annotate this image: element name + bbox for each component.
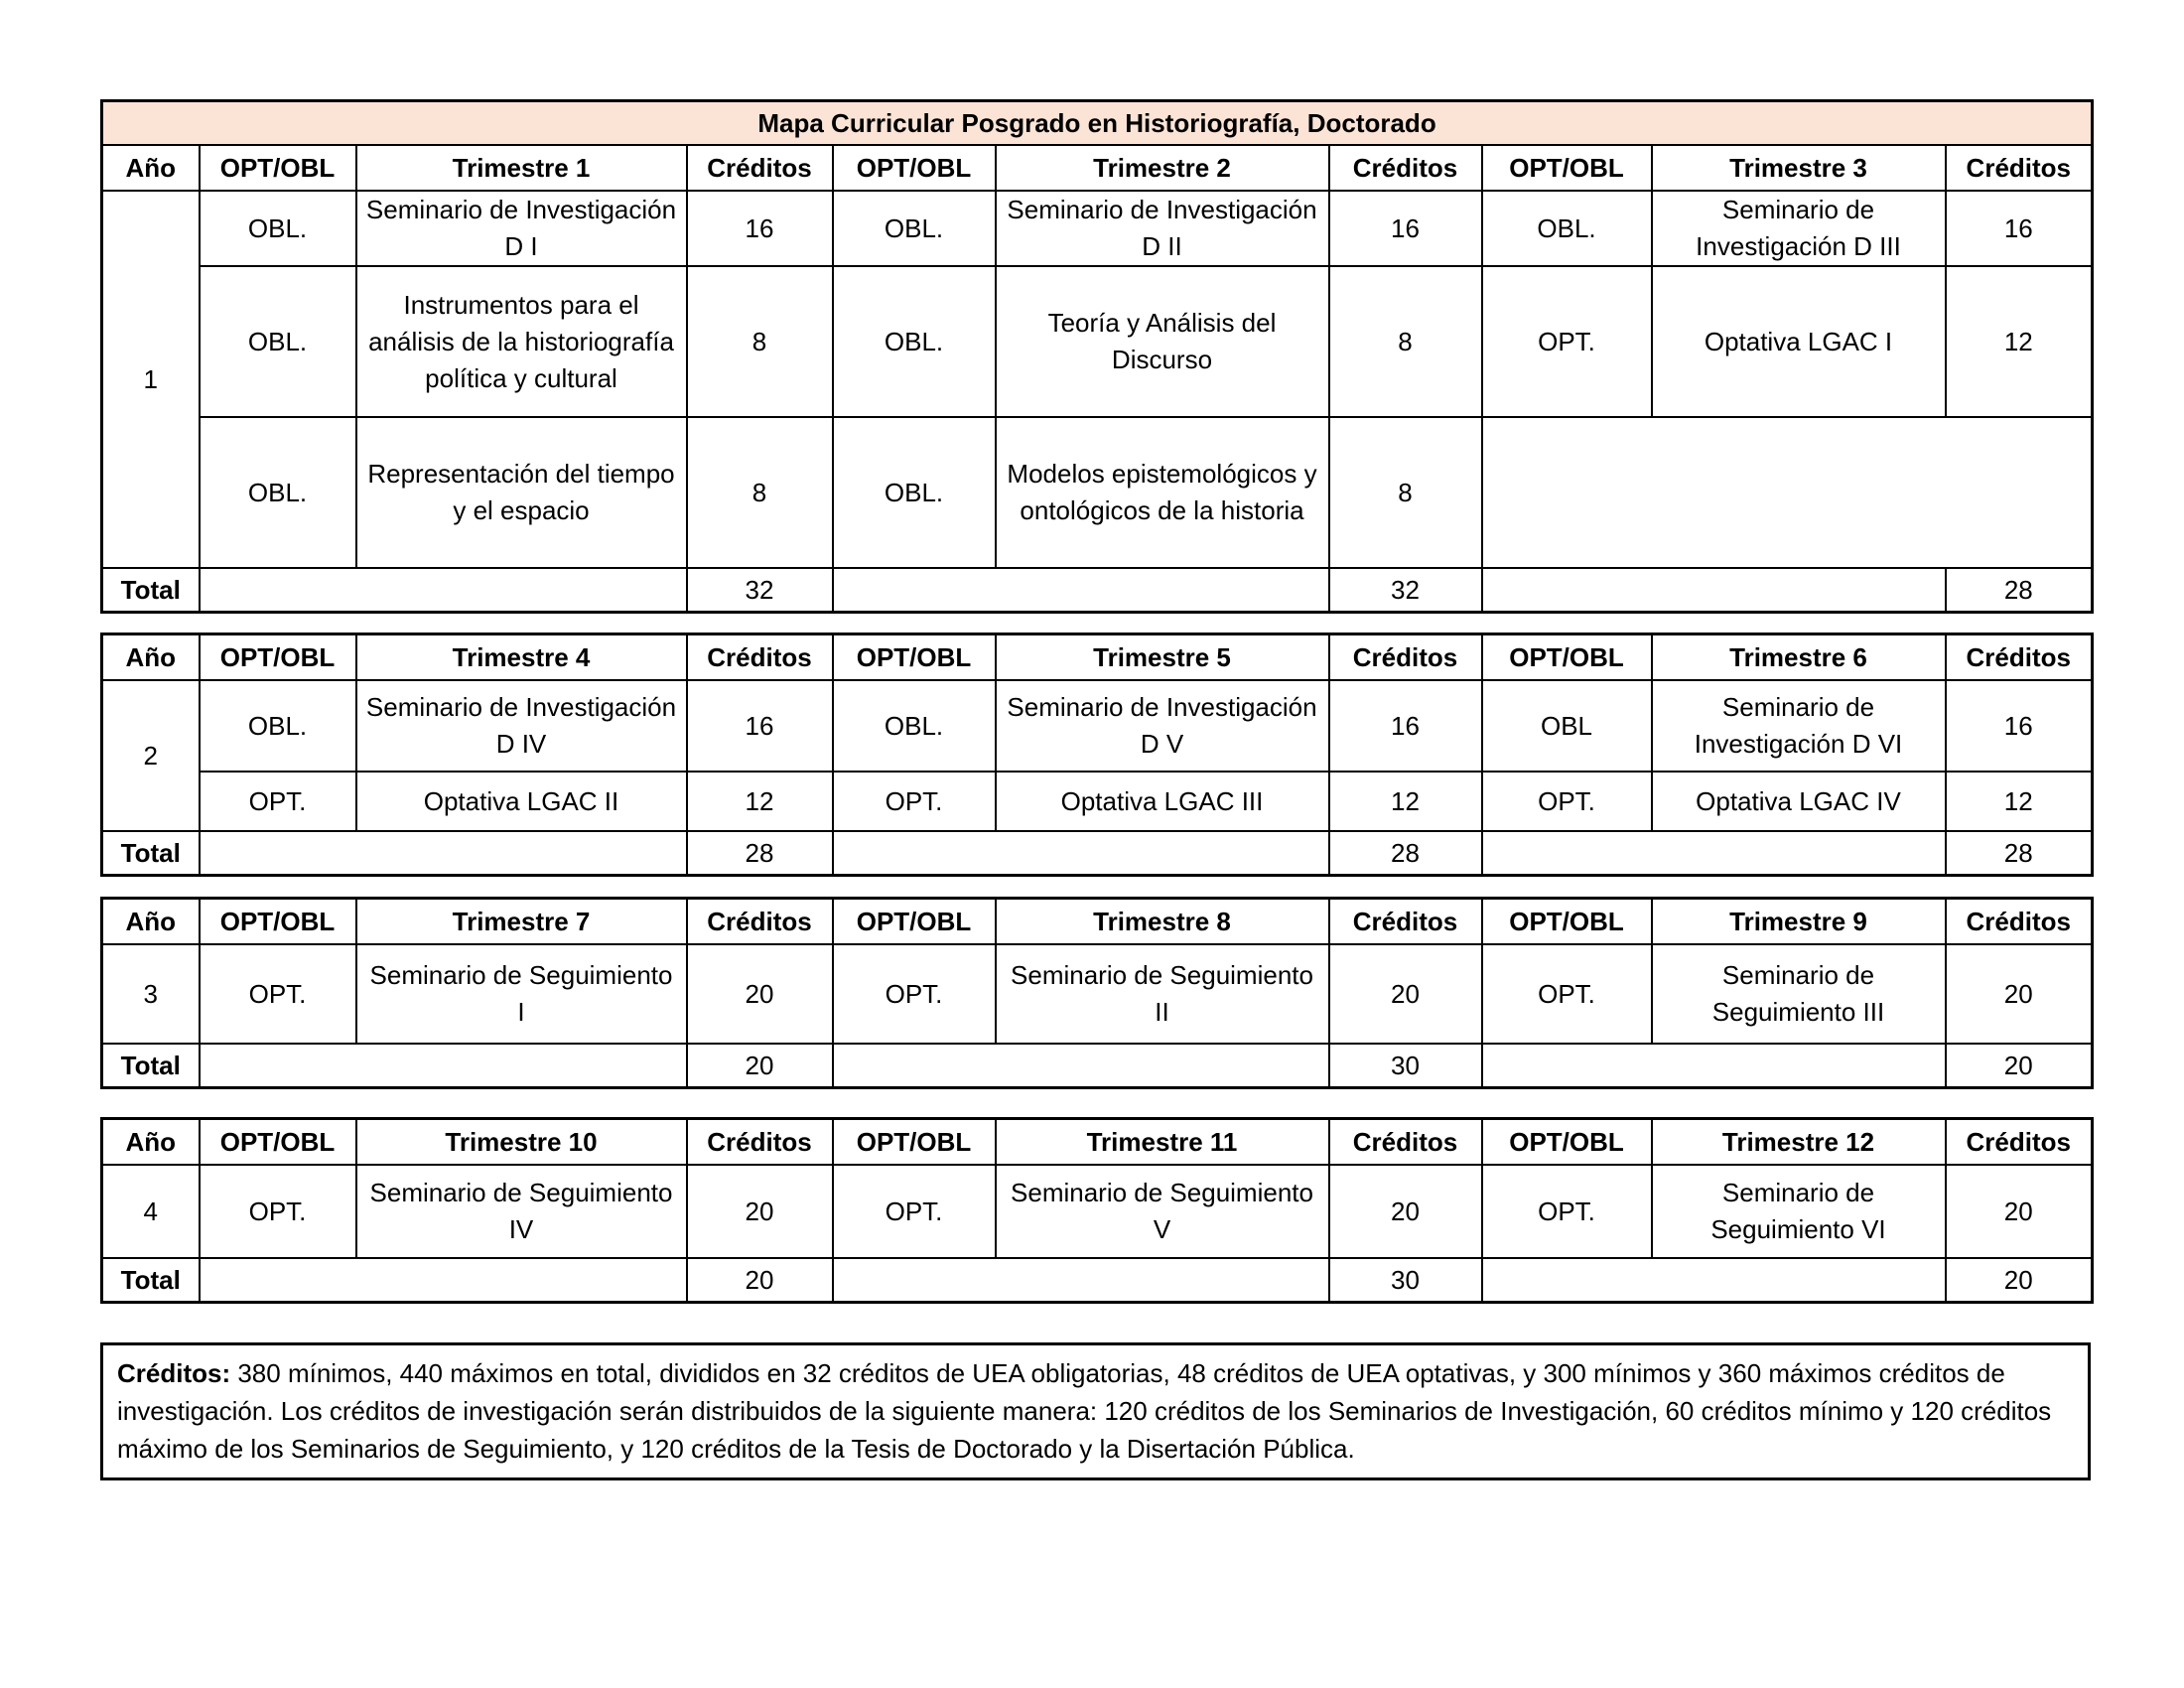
- header-term: Trimestre 6: [1652, 634, 1946, 681]
- course-type: OPT.: [200, 944, 356, 1044]
- year-cell: 1: [102, 191, 200, 568]
- header-type: OPT/OBL: [1482, 634, 1652, 681]
- course-type: OPT.: [1482, 1165, 1652, 1258]
- course-credits: 20: [687, 944, 833, 1044]
- course-name: Instrumentos para el análisis de la historiografía política y cultural: [356, 266, 687, 417]
- header-term: Trimestre 2: [996, 145, 1329, 191]
- course-row: [102, 191, 2093, 266]
- course-name: Optativa LGAC III: [996, 772, 1329, 831]
- course-credits: 12: [1329, 772, 1482, 831]
- header-type: OPT/OBL: [200, 899, 356, 945]
- header-type: OPT/OBL: [200, 1119, 356, 1166]
- course-credits: 16: [1946, 191, 2093, 266]
- course-name: Seminario de Seguimiento III: [1652, 944, 1946, 1044]
- header-type: OPT/OBL: [1482, 145, 1652, 191]
- header-year: Año: [102, 899, 200, 945]
- course-name: Seminario de Seguimiento IV: [356, 1165, 687, 1258]
- course-credits: 20: [1946, 944, 2093, 1044]
- header-term: Trimestre 12: [1652, 1119, 1946, 1166]
- course-row: [102, 944, 2093, 1044]
- total-credits: 30: [1329, 1258, 1482, 1303]
- header-term: Trimestre 7: [356, 899, 687, 945]
- course-credits: 8: [687, 266, 833, 417]
- header-type: OPT/OBL: [833, 899, 996, 945]
- course-credits: 12: [1946, 772, 2093, 831]
- header-credits: Créditos: [687, 1119, 833, 1166]
- header-credits: Créditos: [1946, 899, 2093, 945]
- course-name: Seminario de Seguimiento V: [996, 1165, 1329, 1258]
- header-credits: Créditos: [687, 634, 833, 681]
- total-label: Total: [102, 1258, 200, 1303]
- header-row: [102, 1119, 2093, 1166]
- course-type: OPT.: [1482, 266, 1652, 417]
- empty-cell: [1482, 568, 1946, 613]
- header-credits: Créditos: [1329, 899, 1482, 945]
- header-term: Trimestre 8: [996, 899, 1329, 945]
- total-credits: 30: [1329, 1044, 1482, 1088]
- course-credits: 16: [687, 680, 833, 772]
- header-credits: Créditos: [687, 145, 833, 191]
- empty-cell: [200, 831, 687, 876]
- course-credits: 20: [1329, 1165, 1482, 1258]
- total-credits: 20: [1946, 1258, 2093, 1303]
- year-cell: 4: [102, 1165, 200, 1258]
- course-name: Optativa LGAC IV: [1652, 772, 1946, 831]
- total-row: [102, 568, 2093, 613]
- course-name: Seminario de Seguimiento VI: [1652, 1165, 1946, 1258]
- course-name: Seminario de Investigación D VI: [1652, 680, 1946, 772]
- course-credits: 16: [687, 191, 833, 266]
- header-row: [102, 634, 2093, 681]
- course-name: Optativa LGAC I: [1652, 266, 1946, 417]
- total-label: Total: [102, 568, 200, 613]
- course-type: OBL.: [1482, 191, 1652, 266]
- total-row: [102, 1044, 2093, 1088]
- header-year: Año: [102, 634, 200, 681]
- total-label: Total: [102, 831, 200, 876]
- total-credits: 28: [1946, 831, 2093, 876]
- course-type: OPT.: [833, 772, 996, 831]
- course-type: OPT.: [200, 1165, 356, 1258]
- course-credits: 16: [1329, 680, 1482, 772]
- header-term: Trimestre 3: [1652, 145, 1946, 191]
- header-term: Trimestre 4: [356, 634, 687, 681]
- course-credits: 20: [1329, 944, 1482, 1044]
- course-type: OBL: [1482, 680, 1652, 772]
- course-type: OBL.: [200, 191, 356, 266]
- header-year: Año: [102, 1119, 200, 1166]
- credits-note: [100, 1342, 2091, 1480]
- total-credits: 32: [687, 568, 833, 613]
- total-credits: 28: [1329, 831, 1482, 876]
- course-row: [102, 1165, 2093, 1258]
- course-type: OBL.: [833, 266, 996, 417]
- course-credits: 16: [1329, 191, 1482, 266]
- year-2-table: [100, 633, 2094, 877]
- course-type: OPT.: [833, 944, 996, 1044]
- empty-cell: [833, 568, 1329, 613]
- empty-cell: [833, 1044, 1329, 1088]
- total-credits: 28: [1946, 568, 2093, 613]
- header-credits: Créditos: [1329, 1119, 1482, 1166]
- course-credits: 20: [687, 1165, 833, 1258]
- course-credits: 12: [1946, 266, 2093, 417]
- header-credits: Créditos: [1329, 145, 1482, 191]
- year-1-table: [100, 99, 2094, 614]
- total-credits: 20: [687, 1258, 833, 1303]
- empty-cell: [200, 568, 687, 613]
- course-type: OBL.: [833, 417, 996, 568]
- header-type: OPT/OBL: [833, 1119, 996, 1166]
- course-name: Seminario de Seguimiento I: [356, 944, 687, 1044]
- header-term: Trimestre 9: [1652, 899, 1946, 945]
- course-type: OPT.: [200, 772, 356, 831]
- total-credits: 20: [687, 1044, 833, 1088]
- course-type: OBL.: [833, 680, 996, 772]
- header-type: OPT/OBL: [200, 145, 356, 191]
- header-credits: Créditos: [1946, 1119, 2093, 1166]
- course-credits: 8: [1329, 417, 1482, 568]
- course-row: [102, 680, 2093, 772]
- course-name: Seminario de Investigación D III: [1652, 191, 1946, 266]
- year-4-table: [100, 1117, 2094, 1304]
- header-credits: Créditos: [1946, 145, 2093, 191]
- course-name: Modelos epistemológicos y ontológicos de la historia: [996, 417, 1329, 568]
- credits-note-label: Créditos:: [117, 1358, 231, 1388]
- course-row: [102, 772, 2093, 831]
- total-row: [102, 1258, 2093, 1303]
- total-label: Total: [102, 1044, 200, 1088]
- empty-cell: [1482, 1044, 1946, 1088]
- header-row: [102, 145, 2093, 191]
- course-name: Seminario de Investigación D IV: [356, 680, 687, 772]
- empty-cell: [1482, 831, 1946, 876]
- year-3-table: [100, 897, 2094, 1089]
- year-cell: 3: [102, 944, 200, 1044]
- course-type: OBL.: [200, 680, 356, 772]
- header-type: OPT/OBL: [1482, 899, 1652, 945]
- year-cell: 2: [102, 680, 200, 831]
- header-credits: Créditos: [1329, 634, 1482, 681]
- header-credits: Créditos: [687, 899, 833, 945]
- total-credits: 32: [1329, 568, 1482, 613]
- empty-cell: [1482, 417, 2093, 568]
- header-credits: Créditos: [1946, 634, 2093, 681]
- header-year: Año: [102, 145, 200, 191]
- course-name: Representación del tiempo y el espacio: [356, 417, 687, 568]
- course-credits: 8: [1329, 266, 1482, 417]
- course-type: OPT.: [1482, 944, 1652, 1044]
- course-name: Seminario de Investigación D I: [356, 191, 687, 266]
- header-term: Trimestre 10: [356, 1119, 687, 1166]
- course-name: Seminario de Investigación D V: [996, 680, 1329, 772]
- course-credits: 12: [687, 772, 833, 831]
- course-name: Seminario de Seguimiento II: [996, 944, 1329, 1044]
- total-row: [102, 831, 2093, 876]
- course-row: [102, 417, 2093, 568]
- header-term: Trimestre 1: [356, 145, 687, 191]
- course-type: OPT.: [1482, 772, 1652, 831]
- header-row: [102, 899, 2093, 945]
- page-title: Mapa Curricular Posgrado en Historiografía, Doctorado: [102, 101, 2093, 146]
- empty-cell: [200, 1258, 687, 1303]
- course-type: OBL.: [833, 191, 996, 266]
- course-type: OBL.: [200, 266, 356, 417]
- empty-cell: [833, 1258, 1329, 1303]
- course-type: OPT.: [833, 1165, 996, 1258]
- course-credits: 20: [1946, 1165, 2093, 1258]
- header-term: Trimestre 11: [996, 1119, 1329, 1166]
- total-credits: 28: [687, 831, 833, 876]
- header-term: Trimestre 5: [996, 634, 1329, 681]
- course-name: Optativa LGAC II: [356, 772, 687, 831]
- course-name: Teoría y Análisis del Discurso: [996, 266, 1329, 417]
- empty-cell: [833, 831, 1329, 876]
- header-type: OPT/OBL: [1482, 1119, 1652, 1166]
- header-type: OPT/OBL: [200, 634, 356, 681]
- course-credits: 8: [687, 417, 833, 568]
- course-row: [102, 266, 2093, 417]
- credits-note-text: 380 mínimos, 440 máximos en total, divididos en 32 créditos de UEA obligatorias, 48 créditos de UEA optativas, y 300 mínimos y 360 máximos créditos de investigación. Los créditos de investigación serán distribuidos de la siguiente manera: 120 créditos de los Seminarios de Investigación, 60 créditos mínimo y 120 créditos máximo de los Seminarios de Seguimiento, y 120 créditos de la Tesis de Doctorado y la Disertación Pública.: [117, 1358, 2052, 1464]
- header-type: OPT/OBL: [833, 634, 996, 681]
- course-type: OBL.: [200, 417, 356, 568]
- course-credits: 16: [1946, 680, 2093, 772]
- empty-cell: [1482, 1258, 1946, 1303]
- total-credits: 20: [1946, 1044, 2093, 1088]
- empty-cell: [200, 1044, 687, 1088]
- header-type: OPT/OBL: [833, 145, 996, 191]
- course-name: Seminario de Investigación D II: [996, 191, 1329, 266]
